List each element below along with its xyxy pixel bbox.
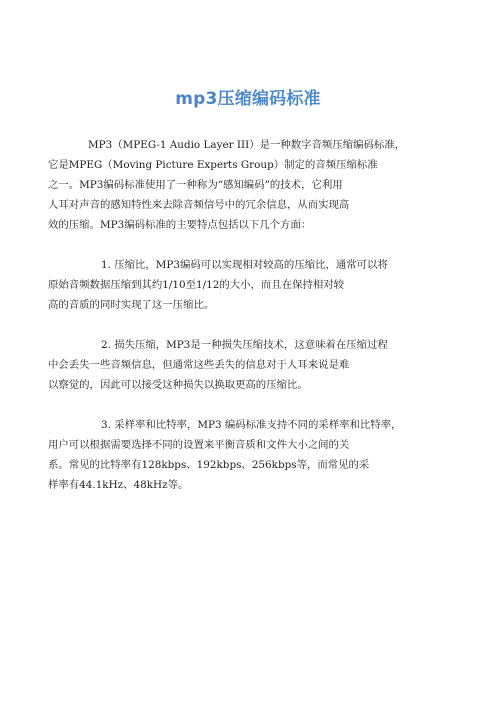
paragraph-line: 它是MPEG（Moving Picture Experts Group）制定的音频压缩标准 bbox=[48, 159, 378, 171]
paragraph-line: 3. 采样率和比特率，MP3 编码标准支持不同的采样率和比特率， bbox=[101, 419, 402, 431]
paragraph-line: 用户可以根据需要选择不同的设置来平衡音质和文件大小之间的关 bbox=[48, 439, 350, 451]
paragraph-line: 2. 损失压缩，MP3是一种损失压缩技术，这意味着在压缩过程 bbox=[101, 339, 388, 351]
paragraph-sample-bit-rate bbox=[48, 415, 458, 495]
paragraph-compression-ratio bbox=[48, 255, 458, 315]
paragraph-line: 以察觉的，因此可以接受这种损失以换取更高的压缩比。 bbox=[48, 379, 308, 391]
paragraph-line: 样率有44.1kHz、48kHz等。 bbox=[48, 479, 189, 491]
paragraph-line: 之一。MP3编码标准使用了一种称为“感知编码”的技术，它利用 bbox=[48, 179, 343, 191]
paragraph-line: 中会丢失一些音频信息，但通常这些丢失的信息对于人耳来说是难 bbox=[48, 359, 350, 371]
paragraph-lossy-compression bbox=[48, 335, 458, 395]
paragraph-intro bbox=[48, 135, 458, 235]
paragraph-line: 效的压缩。MP3编码标准的主要特点包括以下几个方面： bbox=[48, 219, 312, 231]
paragraph-line: 高的音质的同时实现了这一压缩比。 bbox=[48, 299, 215, 311]
paragraph-line: 1. 压缩比，MP3编码可以实现相对较高的压缩比，通常可以将 bbox=[101, 259, 388, 271]
paragraph-line: 人耳对声音的感知特性来去除音频信号中的冗余信息，从而实现高 bbox=[48, 199, 350, 211]
paragraph-line: 原始音频数据压缩到其约1/10至1/12的大小，而且在保持相对较 bbox=[48, 279, 345, 291]
paragraph-line: MP3（MPEG-1 Audio Layer III）是一种数字音频压缩编码标准， bbox=[88, 139, 406, 151]
paragraph-line: 系。常见的比特率有128kbps、192kbps、256kbps等，而常见的采 bbox=[48, 459, 370, 471]
document-title: mp3压缩编码标准 bbox=[175, 89, 321, 109]
